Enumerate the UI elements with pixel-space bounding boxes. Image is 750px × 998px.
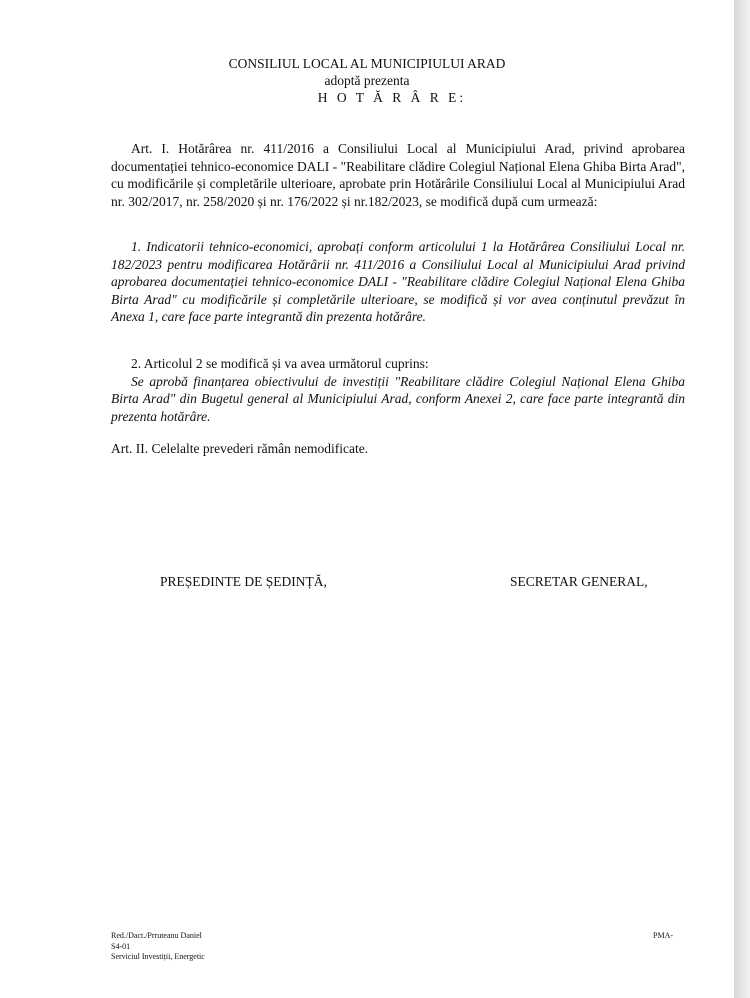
document-header	[0, 55, 734, 106]
adopts-line: adoptă prezenta	[324, 73, 410, 88]
point-2-header: 2. Articolul 2 se modifică și va avea următorul cuprins:	[131, 356, 429, 371]
footer-line-2: S4-01	[111, 941, 131, 951]
footer-line-3: Serviciul Investiții, Energetic	[111, 952, 205, 961]
footer-notes	[111, 931, 205, 963]
point-2-text: Se aprobă finanțarea obiectivului de investiții "Reabilitare clădire Colegiul Național Elena Ghiba Birta Arad" din Bugetul general al Municipiului Arad, conform Anexei 2, care face parte integrantă din prezenta hotărâre.	[111, 373, 685, 424]
article-2: Art. II. Celelalte prevederi rămân nemodificate.	[111, 441, 369, 456]
signature-secretary: SECRETAR GENERAL,	[510, 574, 648, 589]
footer-line-1: Red./Dact./Prruteanu Daniel	[111, 931, 202, 940]
page-edge-shadow	[734, 0, 750, 998]
signature-president: PREȘEDINTE DE ȘEDINȚĂ,	[160, 574, 327, 589]
council-title: CONSILIUL LOCAL AL MUNICIPIULUI ARAD	[228, 56, 506, 71]
footer-code: PMA-	[653, 931, 674, 940]
article-1-point-1: 1. Indicatorii tehnico-economici, aprobați conform articolului 1 la Hotărârea Consiliului Local nr. 182/2023 pentru modificarea Hotărârii nr. 411/2016 a Consiliului Local al Municipiului Arad privind aprobarea documentației tehnico-economice DALI - "Reabilitare clădire Colegiul Național Elena Ghiba Birta Arad" cu modificările și completările ulterioare, se modifică și vor avea conținutul prevăzut în Anexa 1, care face parte integrantă din prezenta hotărâre.	[111, 239, 685, 324]
decision-title: H O T Ă R Â R E:	[317, 90, 467, 105]
article-1-intro: Art. I. Hotărârea nr. 411/2016 a Consiliului Local al Municipiului Arad, privind aprobarea documentației tehnico-economice DALI - "Reabilitare clădire Colegiul Național Elena Ghiba Birta Arad", cu modificările și completările ulterioare, aprobate prin Hotărârile Consiliului Local al Municipiului Arad nr. 302/2017, nr. 258/2020 și nr. 176/2022 și nr.182/2023, se modifică după cum urmează:	[111, 141, 685, 209]
article-1-point-2	[111, 355, 685, 425]
